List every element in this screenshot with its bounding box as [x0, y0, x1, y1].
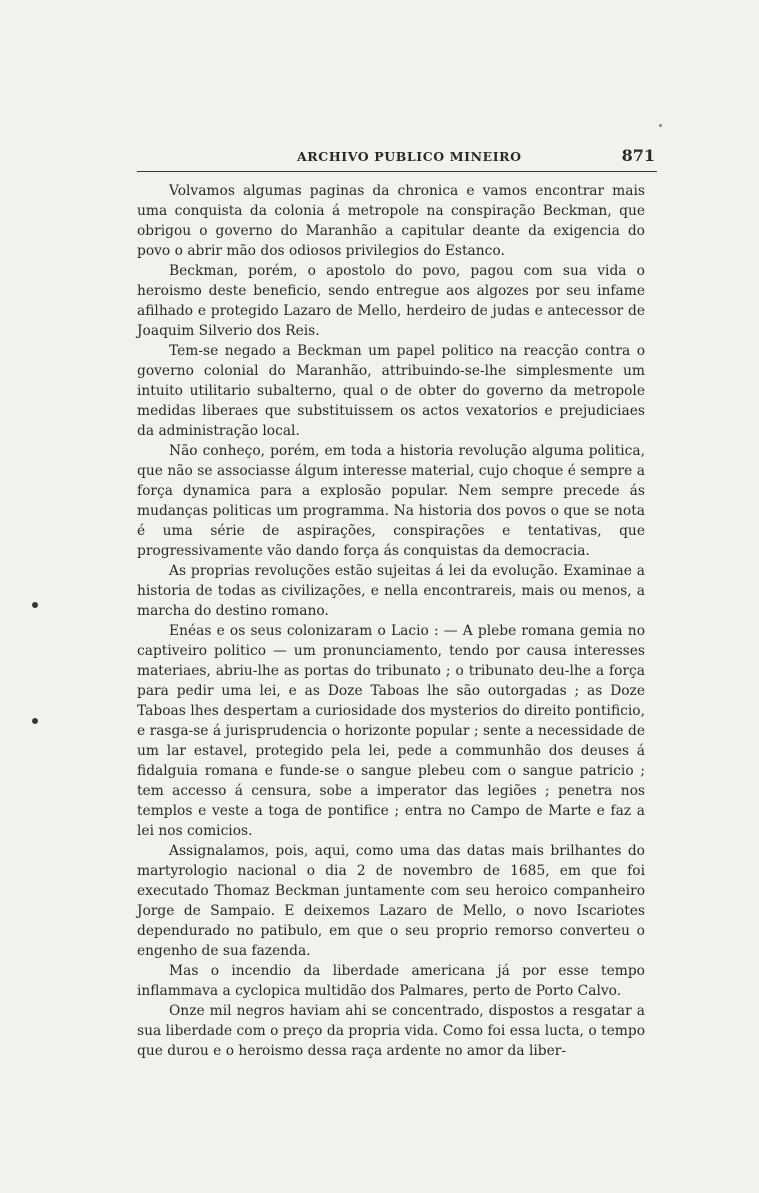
page-header [137, 146, 657, 170]
paragraph: Volvamos algumas paginas da chronica e vamos encontrar mais uma conquista da colonia á metropole na conspiração Beckman, que obrigou o governo do Maranhão a capitular deante da exigencia do povo o abrir mão dos odiosos privilegios do Estanco. [137, 183, 645, 259]
page-number: 871 [621, 146, 655, 165]
running-title: ARCHIVO PUBLICO MINEIRO [297, 149, 522, 164]
paragraph: Beckman, porém, o apostolo do povo, pagou com sua vida o heroismo deste beneficio, sendo entregue aos algozes por seu infame afilhado e protegido Lazaro de Mello, herdeiro de judas e antecessor de Joaquim Silverio dos Reis. [137, 263, 645, 339]
paragraph: Não conheço, porém, em toda a historia revolução alguma politica, que não se associasse álgum interesse material, cujo choque é sempre a força dynamica para a explosão popular. Nem sempre precede ás mudanças politicas um programma. Na historia dos povos o que se nota é uma série de aspirações, conspirações e tentativas, que progressivamente vão dando força ás conquistas da democracia. [137, 443, 645, 559]
paragraph: Enéas e os seus colonizaram o Lacio : — A plebe romana gemia no captiveiro politico — um pronunciamento, tendo por causa interesses materiaes, abriu-lhe as portas do tribunato ; o tribunato deu-lhe a força para pedir uma lei, e as Doze Taboas lhe são outorgadas ; as Doze Taboas lhes despertam a curiosidade dos mysterios do direito pontificio, e rasga-se á jurisprudencia o horizonte popular ; sente a necessidade de um lar estavel, protegido pela lei, pede a communhão dos deuses á fidalguia romana e funde-se o sangue plebeu com o sangue patricio ; tem accesso á censura, sobe a imperator das legiões ; penetra nos templos e veste a toga de pontifice ; entra no Campo de Marte e faz a lei nos comicios. [137, 623, 645, 839]
margin-speck [32, 718, 38, 724]
paragraph: Tem-se negado a Beckman um papel politico na reacção contra o governo colonial do Maranhão, attribuindo-se-lhe simplesmente um intuito utilitario subalterno, qual o de obter do governo da metropole medidas liberaes que substituissem os actos vexatorios e prejudiciaes da administração local. [137, 343, 645, 439]
paragraph: Onze mil negros haviam ahi se concentrado, dispostos a resgatar a sua liberdade com o preço da propria vida. Como foi essa lucta, o tempo que durou e o heroismo dessa raça ardente no amor da liber- [137, 1003, 645, 1059]
header-rule [137, 171, 657, 172]
margin-speck [32, 602, 38, 608]
paragraph: As proprias revoluções estão sujeitas á lei da evolução. Examinae a historia de todas as civilizações, e nella encontrareis, mais ou menos, a marcha do destino romano. [137, 563, 645, 619]
paragraph: Assignalamos, pois, aqui, como uma das datas mais brilhantes do martyrologio nacional o dia 2 de novembro de 1685, em que foi executado Thomaz Beckman juntamente com seu heroico companheiro Jorge de Sampaio. E deixemos Lazaro de Mello, o novo Iscariotes dependurado no patibulo, em que o seu proprio remorso converteu o engenho de sua fazenda. [137, 843, 645, 959]
paragraph: Mas o incendio da liberdade americana já por esse tempo inflammava a cyclopica multidão dos Palmares, perto de Porto Calvo. [137, 963, 645, 999]
margin-speck [659, 124, 662, 127]
body-text [137, 181, 645, 1061]
